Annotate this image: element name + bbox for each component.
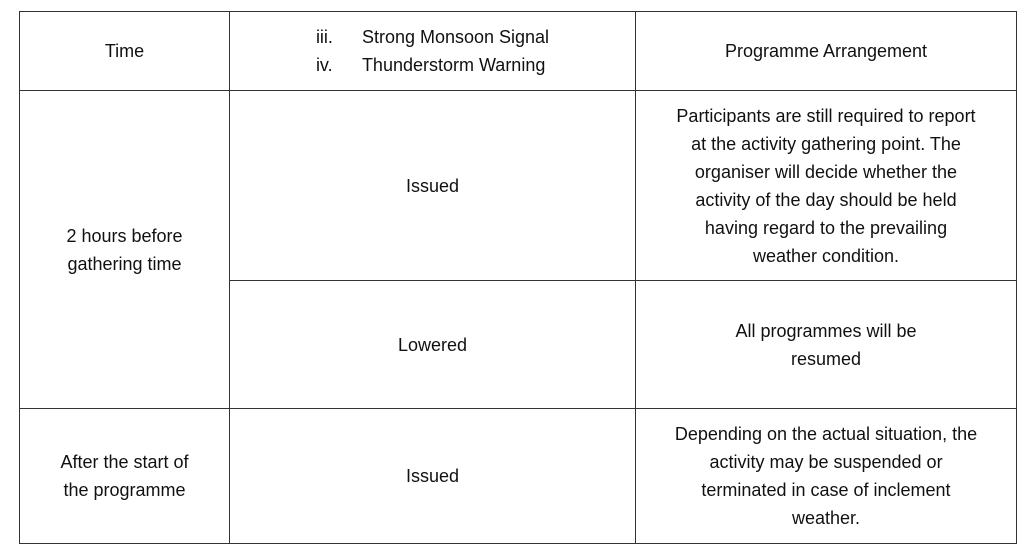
signal-item [316, 23, 549, 51]
table-row [20, 409, 1017, 544]
arrangement-cell: Depending on the actual situation, the activity may be suspended or terminated in case of inclement weather. [636, 409, 1017, 544]
arrangement-cell: Participants are still required to report at the activity gathering point. The organiser will decide whether the activity of the day should be held having regard to the prevailing weather condition. [636, 91, 1017, 281]
time-cell: After the start of the programme [20, 409, 230, 544]
signal-list [316, 23, 549, 79]
header-time: Time [20, 12, 230, 91]
signal-name: Thunderstorm Warning [361, 55, 546, 75]
time-cell: 2 hours before gathering time [20, 91, 230, 409]
header-arrangement: Programme Arrangement [636, 12, 1017, 91]
signal-number: iii. [315, 27, 333, 47]
signal-name: Strong Monsoon Signal [361, 27, 550, 47]
table-row [20, 91, 1017, 281]
status-cell: Lowered [230, 281, 636, 409]
status-cell: Issued [230, 409, 636, 544]
signal-number: iv. [315, 55, 333, 75]
status-cell: Issued [230, 91, 636, 281]
weather-arrangement-table [19, 11, 1017, 544]
arrangement-cell: All programmes will be resumed [636, 281, 1017, 409]
signal-item [316, 51, 549, 79]
header-row [20, 12, 1017, 91]
header-signals [230, 12, 636, 91]
